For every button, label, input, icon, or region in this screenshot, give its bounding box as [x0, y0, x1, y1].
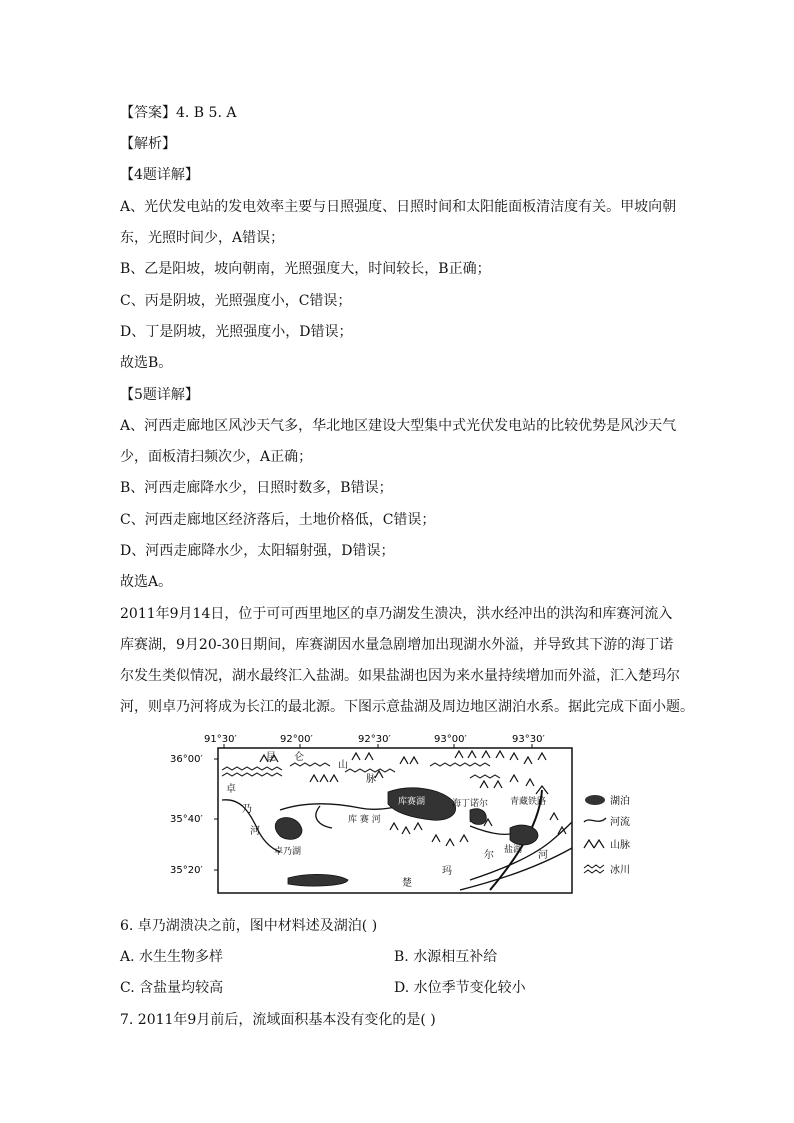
q5-c-line: C、河西走廊地区经济落后，土地价格低，C错误；: [120, 512, 436, 528]
yan-lake: [510, 825, 538, 845]
map-label: 楚: [402, 878, 412, 889]
map-label: 海丁诺尔: [452, 799, 489, 809]
map-label: 河: [250, 826, 260, 837]
q5-choice: 故选A。: [120, 574, 173, 590]
passage-line2: 库赛湖，9月20-30日期间，库赛湖因水量急剧增加出现湖水外溢，并导致其下游的海丁诺: [120, 637, 674, 653]
q4-a-line2: 东，光照时间少，A错误；: [120, 230, 285, 246]
map-label: 青藏铁路: [510, 797, 547, 807]
map-label: 卓乃湖: [274, 847, 302, 857]
legend-label: 冰川: [610, 865, 630, 876]
haiding-lake: [470, 809, 486, 825]
q4-c-line: C、丙是阴坡，光照强度小，C错误；: [120, 293, 352, 309]
q4-choice: 故选B。: [120, 355, 173, 371]
map-label: 山: [338, 760, 348, 771]
q6-option-a[interactable]: A. 水生生物多样: [120, 949, 224, 965]
map-label: 河: [538, 850, 548, 861]
passage-line4: 河，则卓乃河将成为长江的最北源。下图示意盐湖及周边地区湖泊水系。据此完成下面小题。: [120, 699, 694, 715]
map-label: 乃: [242, 804, 252, 815]
q6-stem: 6. 卓乃湖溃决之前，图中材料述及湖泊( ): [120, 918, 378, 934]
q5-heading: 【5题详解】: [120, 387, 199, 403]
q4-heading: 【4题详解】: [120, 167, 199, 183]
lon-label: 92°30′: [358, 734, 391, 745]
lon-label: 93°00′: [434, 734, 467, 745]
map-label: 尔: [484, 850, 494, 861]
answer-line: 【答案】4. B 5. A: [120, 105, 237, 121]
lat-label: 35°20′: [170, 865, 203, 876]
lon-label: 93°30′: [512, 734, 545, 745]
analysis-heading: 【解析】: [120, 136, 176, 152]
legend-label: 山脉: [610, 840, 630, 851]
q4-b-line: B、乙是阳坡，坡向朝南，光照强度大，时间较长，B正确；: [120, 261, 491, 277]
lat-label: 36°00′: [170, 754, 203, 765]
map-label: 盐湖: [504, 845, 523, 855]
q7-stem: 7. 2011年9月前后，流域面积基本没有变化的是( ): [120, 1012, 436, 1028]
legend-mountain-icon: [584, 840, 604, 848]
q6-option-c[interactable]: C. 含盐量均较高: [120, 980, 224, 996]
map-label: 库 赛 河: [348, 815, 381, 825]
q5-a-line2: 少，面板清扫频次少，A正确；: [120, 449, 313, 465]
q6-option-d[interactable]: D. 水位季节变化较小: [394, 980, 526, 996]
map-label: 卓: [226, 784, 236, 795]
q5-d-line: D、河西走廊降水少，太阳辐射强，D错误；: [120, 543, 395, 559]
map-legend: [584, 794, 630, 876]
q4-d-line: D、丁是阴坡，光照强度小，D错误；: [120, 324, 353, 340]
lon-label: 91°30′: [204, 734, 237, 745]
passage-line1: 2011年9月14日，位于可可西里地区的卓乃湖发生溃决，洪水经冲出的洪沟和库赛河流入: [120, 606, 673, 622]
legend-label: 河流: [610, 817, 630, 828]
map-label: 仑: [294, 752, 304, 763]
legend-river-icon: [584, 818, 606, 822]
q5-a-line1: A、河西走廊地区风沙天气多，华北地区建设大型集中式光伏发电站的比较优势是风沙天气: [120, 418, 677, 434]
q5-b-line: B、河西走廊降水少，日照时数多，B错误；: [120, 480, 393, 496]
passage-line3: 尔发生类似情况，湖水最终汇入盐湖。如果盐湖也因为来水量持续增加而外溢，汇入楚玛尔: [120, 668, 680, 684]
lon-label: 92°00′: [280, 734, 313, 745]
map-label: 昆: [266, 752, 276, 763]
q4-a-line1: A、光伏发电站的发电效率主要与日照强度、日照时间和太阳能面板清洁度有关。甲坡向朝: [120, 199, 677, 215]
lat-label: 35°40′: [170, 814, 203, 825]
legend-glacier-icon: [584, 865, 604, 873]
legend-label: 湖泊: [610, 796, 630, 807]
map-label: 玛: [442, 866, 452, 877]
lake-system-map: [170, 730, 630, 900]
map-label: 库赛湖: [398, 797, 426, 807]
map-label: 脉: [366, 774, 376, 785]
legend-lake-icon: [585, 795, 605, 805]
q6-option-b[interactable]: B. 水源相互补给: [394, 949, 498, 965]
